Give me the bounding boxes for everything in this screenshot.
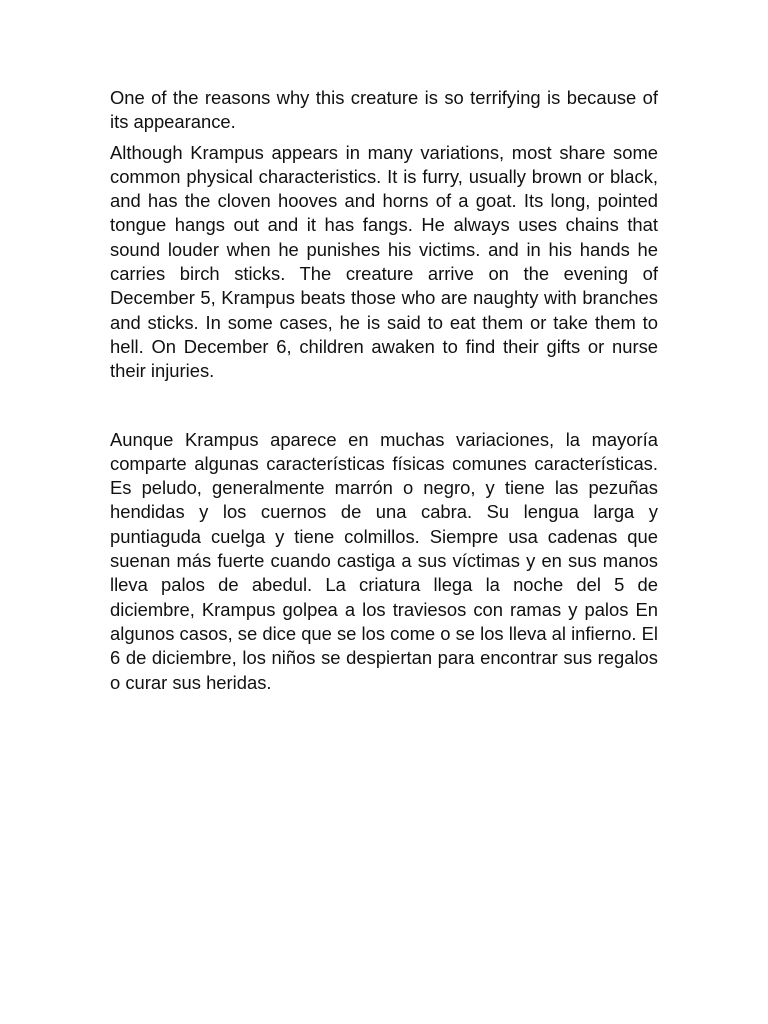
paragraph-intro: One of the reasons why this creature is so terrifying is because of its appearance. (110, 87, 658, 133)
document-page (110, 86, 658, 695)
paragraph-spanish: Aunque Krampus aparece en muchas variaciones, la mayoría comparte algunas características físicas comunes características. Es peludo, generalmente marrón o negro, y tiene las pezuñas hendidas y los cuernos de una cabra. Su lengua larga y puntiaguda cuelga y tiene colmillos. Siempre usa cadenas que suenan más fuerte cuando castiga a sus víctimas y en sus manos lleva palos de abedul. La criatura llega la noche del 5 de diciembre, Krampus golpea a los traviesos con ramas y palos En algunos casos, se dice que se los come o se los lleva al infierno. El 6 de diciembre, los niños se despiertan para encontrar sus regalos o curar sus heridas. (110, 428, 658, 693)
paragraph-english: Although Krampus appears in many variations, most share some common physical characteristics. It is furry, usually brown or black, and has the cloven hooves and horns of a goat. Its long, pointed tongue hangs out and it has fangs. He always uses chains that sound louder when he punishes his victims. and in his hands he carries birch sticks. The creature arrive on the evening of December 5, Krampus beats those who are naughty with branches and sticks. In some cases, he is said to eat them or take them to hell. On December 6, children awaken to find their gifts or nurse their injuries. (110, 141, 658, 382)
